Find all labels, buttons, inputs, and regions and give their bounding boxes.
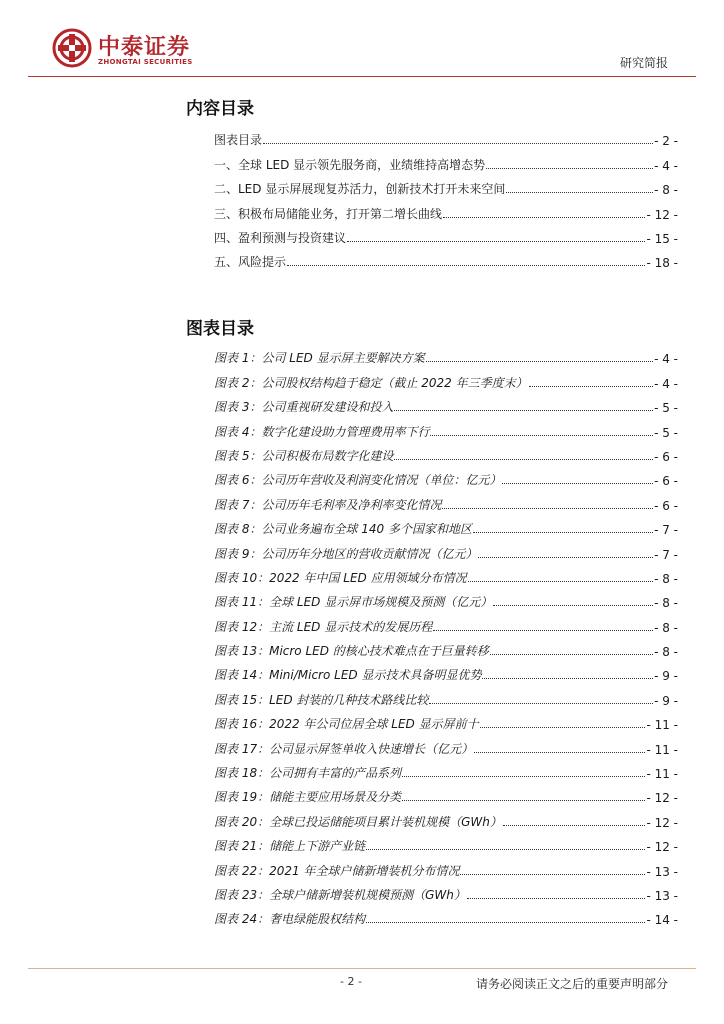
toc-entry[interactable] xyxy=(214,342,678,366)
toc-entry[interactable] xyxy=(214,830,678,854)
toc-entry-label: 图表 19：储能主要应用场景及分类 xyxy=(214,790,402,805)
toc-leader-dots xyxy=(486,168,653,169)
toc-leader-dots xyxy=(430,435,653,436)
toc-leader-dots xyxy=(366,849,645,850)
toc-entry[interactable] xyxy=(214,366,678,390)
toc-entry-page: - 9 - xyxy=(654,669,678,684)
toc-leader-dots xyxy=(366,922,645,923)
toc-entry[interactable] xyxy=(214,903,678,927)
toc-entry[interactable] xyxy=(214,757,678,781)
toc-entry-page: - 11 - xyxy=(646,767,678,782)
toc-entry-label: 图表 2：公司股权结构趋于稳定（截止 2022 年三季度末） xyxy=(214,375,528,390)
toc-entry-label: 图表 9：公司历年分地区的营收贡献情况（亿元） xyxy=(214,546,478,561)
toc-entry[interactable] xyxy=(214,415,678,439)
contents-list xyxy=(214,124,678,270)
toc-entry-page: - 11 - xyxy=(646,718,678,733)
toc-entry-page: - 5 - xyxy=(654,401,678,416)
toc-entry-label: 图表 17：公司显示屏签单收入快速增长（亿元） xyxy=(214,741,474,756)
toc-entry[interactable] xyxy=(214,854,678,878)
toc-leader-dots xyxy=(402,776,645,777)
toc-entry-label: 图表 20：全球已投运储能项目累计装机规模（GWh） xyxy=(214,814,502,829)
report-type-label: 研究简报 xyxy=(619,56,668,70)
toc-entry-label: 图表 18：公司拥有丰富的产品系列 xyxy=(214,766,402,781)
header-divider xyxy=(28,76,696,77)
toc-leader-dots xyxy=(443,217,645,218)
toc-entry[interactable] xyxy=(214,635,678,659)
toc-entry-label: 图表 12：主流 LED 显示技术的发展历程 xyxy=(214,619,433,634)
brand-name-cn: 中泰证券 xyxy=(98,35,191,60)
toc-entry[interactable] xyxy=(214,464,678,488)
page-header xyxy=(0,0,724,80)
toc-entry-page: - 8 - xyxy=(654,183,678,198)
toc-entry-label: 图表 4：数字化建设助力管理费用率下行 xyxy=(214,424,430,439)
toc-entry-page: - 13 - xyxy=(646,864,678,879)
toc-leader-dots xyxy=(482,678,653,679)
toc-entry-page: - 9 - xyxy=(654,693,678,708)
toc-entry-page: - 7 - xyxy=(654,523,678,538)
toc-entry[interactable] xyxy=(214,513,678,537)
toc-entry-label: 二、LED 显示屏展现复苏活力，创新技术打开未来空间 xyxy=(214,182,506,197)
toc-entry[interactable] xyxy=(214,586,678,610)
toc-entry-page: - 4 - xyxy=(654,376,678,391)
figures-title: 图表目录 xyxy=(186,319,254,339)
footer-divider xyxy=(28,968,696,969)
toc-entry-page: - 6 - xyxy=(654,449,678,464)
toc-entry-page: - 13 - xyxy=(646,888,678,903)
toc-entry-label: 图表 16：2022 年公司位居全球 LED 显示屏前十 xyxy=(214,717,479,732)
toc-entry-label: 图表 7：公司历年毛利率及净利率变化情况 xyxy=(214,497,442,512)
toc-leader-dots xyxy=(468,581,653,582)
toc-entry-label: 图表 21：储能上下游产业链 xyxy=(214,839,366,854)
toc-entry-label: 图表 14：Mini/Micro LED 显示技术具备明显优势 xyxy=(214,668,482,683)
toc-entry-page: - 7 - xyxy=(654,547,678,562)
page-number: - 2 - xyxy=(340,975,362,988)
toc-entry-label: 图表 22：2021 年全球户储新增装机分布情况 xyxy=(214,863,460,878)
toc-leader-dots xyxy=(473,532,653,533)
toc-leader-dots xyxy=(503,825,646,826)
toc-entry-label: 图表 13：Micro LED 的核心技术难点在于巨量转移 xyxy=(214,644,489,659)
toc-leader-dots xyxy=(490,654,653,655)
toc-entry-page: - 5 - xyxy=(654,425,678,440)
toc-entry[interactable] xyxy=(214,124,678,148)
figures-list xyxy=(214,342,678,927)
toc-leader-dots xyxy=(347,241,645,242)
toc-entry-page: - 12 - xyxy=(646,840,678,855)
toc-leader-dots xyxy=(402,800,645,801)
toc-entry[interactable] xyxy=(214,488,678,512)
toc-leader-dots xyxy=(394,459,653,460)
toc-entry-page: - 8 - xyxy=(654,620,678,635)
toc-entry-label: 图表 24：奢电绿能股权结构 xyxy=(214,912,366,927)
toc-entry[interactable] xyxy=(214,391,678,415)
toc-leader-dots xyxy=(460,874,645,875)
toc-entry-label: 图表 5：公司积极布局数字化建设 xyxy=(214,448,394,463)
toc-entry-label: 图表 10：2022 年中国 LED 应用领域分布情况 xyxy=(214,570,467,585)
toc-leader-dots xyxy=(480,727,646,728)
toc-entry-page: - 12 - xyxy=(646,207,678,222)
toc-leader-dots xyxy=(529,386,653,387)
toc-leader-dots xyxy=(478,557,653,558)
toc-entry-page: - 4 - xyxy=(654,352,678,367)
zhongtai-logo-icon xyxy=(52,28,92,68)
toc-entry[interactable] xyxy=(214,246,678,270)
toc-entry-page: - 18 - xyxy=(646,256,678,271)
toc-entry[interactable] xyxy=(214,879,678,903)
toc-entry[interactable] xyxy=(214,440,678,464)
toc-entry[interactable] xyxy=(214,610,678,634)
toc-entry-page: - 8 - xyxy=(654,645,678,660)
toc-entry-label: 三、积极布局储能业务，打开第二增长曲线 xyxy=(214,206,443,221)
toc-leader-dots xyxy=(433,630,653,631)
toc-entry-label: 图表 23：全球户储新增装机规模预测（GWh） xyxy=(214,887,466,902)
toc-entry-page: - 2 - xyxy=(654,134,678,149)
toc-entry-page: - 8 - xyxy=(654,596,678,611)
toc-leader-dots xyxy=(287,265,645,266)
toc-leader-dots xyxy=(506,192,653,193)
toc-entry[interactable] xyxy=(214,805,678,829)
toc-entry-label: 图表目录 xyxy=(214,133,263,148)
toc-entry-label: 图表 15：LED 封装的几种技术路线比较 xyxy=(214,692,429,707)
toc-entry-label: 四、盈利预测与投资建议 xyxy=(214,230,347,245)
toc-entry-page: - 15 - xyxy=(646,231,678,246)
toc-entry[interactable] xyxy=(214,708,678,732)
toc-entry[interactable] xyxy=(214,173,678,197)
toc-leader-dots xyxy=(474,752,645,753)
toc-leader-dots xyxy=(502,483,653,484)
toc-entry-page: - 8 - xyxy=(654,571,678,586)
toc-entry[interactable] xyxy=(214,197,678,221)
toc-leader-dots xyxy=(429,703,653,704)
toc-entry-label: 图表 3：公司重视研发建设和投入 xyxy=(214,400,394,415)
brand-name-en: ZHONGTAI SECURITIES xyxy=(98,58,193,66)
toc-entry-page: - 6 - xyxy=(654,474,678,489)
toc-entry[interactable] xyxy=(214,659,678,683)
toc-entry-page: - 14 - xyxy=(646,913,678,928)
toc-entry-label: 图表 6：公司历年营收及利润变化情况（单位：亿元） xyxy=(214,473,502,488)
toc-leader-dots xyxy=(442,508,653,509)
toc-entry-page: - 11 - xyxy=(646,742,678,757)
toc-entry-page: - 12 - xyxy=(646,815,678,830)
toc-entry-label: 图表 1：公司 LED 显示屏主要解决方案 xyxy=(214,351,425,366)
toc-leader-dots xyxy=(493,605,653,606)
toc-entry[interactable] xyxy=(214,222,678,246)
toc-leader-dots xyxy=(467,898,646,899)
toc-leader-dots xyxy=(426,361,653,362)
toc-entry[interactable] xyxy=(214,562,678,586)
footer-disclaimer: 请务必阅读正文之后的重要声明部分 xyxy=(475,977,668,991)
toc-entry-label: 一、全球 LED 显示领先服务商，业绩维持高增态势 xyxy=(214,157,486,172)
toc-entry-label: 图表 11：全球 LED 显示屏市场规模及预测（亿元） xyxy=(214,595,493,610)
toc-entry[interactable] xyxy=(214,781,678,805)
toc-entry[interactable] xyxy=(214,148,678,172)
toc-entry-page: - 4 - xyxy=(654,158,678,173)
toc-entry[interactable] xyxy=(214,732,678,756)
toc-leader-dots xyxy=(263,143,653,144)
toc-entry-page: - 12 - xyxy=(646,791,678,806)
toc-entry[interactable] xyxy=(214,537,678,561)
toc-entry-label: 五、风险提示 xyxy=(214,255,287,270)
toc-entry-page: - 6 - xyxy=(654,498,678,513)
toc-leader-dots xyxy=(394,410,653,411)
contents-title: 内容目录 xyxy=(186,99,254,119)
toc-entry[interactable] xyxy=(214,683,678,707)
toc-entry-label: 图表 8：公司业务遍布全球 140 多个国家和地区 xyxy=(214,522,472,537)
